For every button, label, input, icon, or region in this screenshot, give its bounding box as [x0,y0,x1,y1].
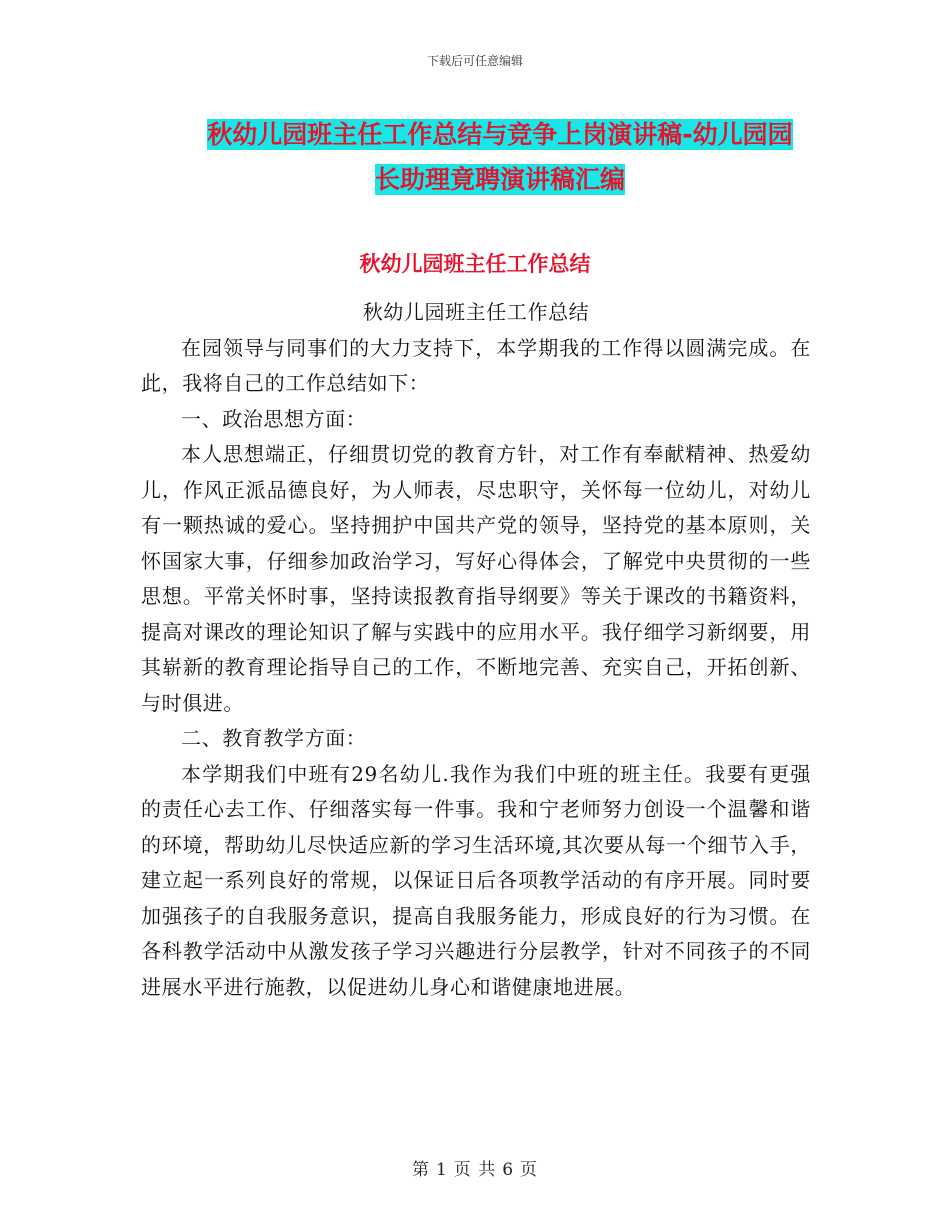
footer-suffix: 页 [520,1160,539,1180]
subtitle: 秋幼儿园班主任工作总结 [362,300,590,324]
paragraph-political-thought: 本人思想端正，仔细贯切党的教育方针，对工作有奉献精神、热爱幼儿，作风正派品德良好，为人师表，尽忠职守，关怀每一位幼儿，对幼儿有一颗热诚的爱心。坚持拥护中国共产党的领导，坚持党的基本原则，关怀国家大事，仔细参加政治学习，写好心得体会，了解党中央贯彻的一些思想。平常关怀时事，坚持读报教育指导纲要》等关于课改的书籍资料，提高对课改的理论知识了解与实践中的应用水平。我仔细学习新纲要，用其崭新的教育理论指导自己的工作，不断地完善、充实自己，开拓创新、与时俱进。 [141,442,811,715]
footer-prefix: 第 [411,1160,430,1180]
current-page-number: 1 [435,1160,448,1180]
footer-middle: 页 共 [453,1160,497,1180]
document-title-line-2: 长助理竟聘演讲稿汇编 [374,165,625,194]
document-title-line-1: 秋幼儿园班主任工作总结与竞争上岗演讲稿-幼儿园园 [207,120,793,149]
document-title [140,112,860,202]
total-page-count: 6 [502,1160,515,1180]
paragraph-teaching: 本学期我们中班有29名幼儿.我作为我们中班的班主任。我要有更强的责任心去工作、仔细落实每一件事。我和宁老师努力创设一个温馨和谐的环境，帮助幼儿尽快适应新的学习生活环境,其次要从每一个细节入手，建立起一系列良好的常规，以保证日后各项教学活动的有序开展。同时要加强孩子的自我服务意识，提高自我服务能力，形成良好的行为习惯。在各科教学活动中从激发孩子学习兴趣进行分层教学，针对不同孩子的不同进展水平进行施教，以促进幼儿身心和谐健康地进展。 [141,761,811,999]
paragraph-intro: 在园领导与同事们的大力支持下，本学期我的工作得以圆满完成。在此，我将自己的工作总结如下： [141,335,811,395]
document-body [141,295,811,1005]
page-number-footer [0,1155,950,1180]
heading-political-thought: 一、政治思想方面： [181,406,367,431]
header-note: 下载后可任意编辑 [426,54,523,68]
heading-teaching: 二、教育教学方面： [181,726,367,750]
section-title: 秋幼儿园班主任工作总结 [359,252,591,276]
